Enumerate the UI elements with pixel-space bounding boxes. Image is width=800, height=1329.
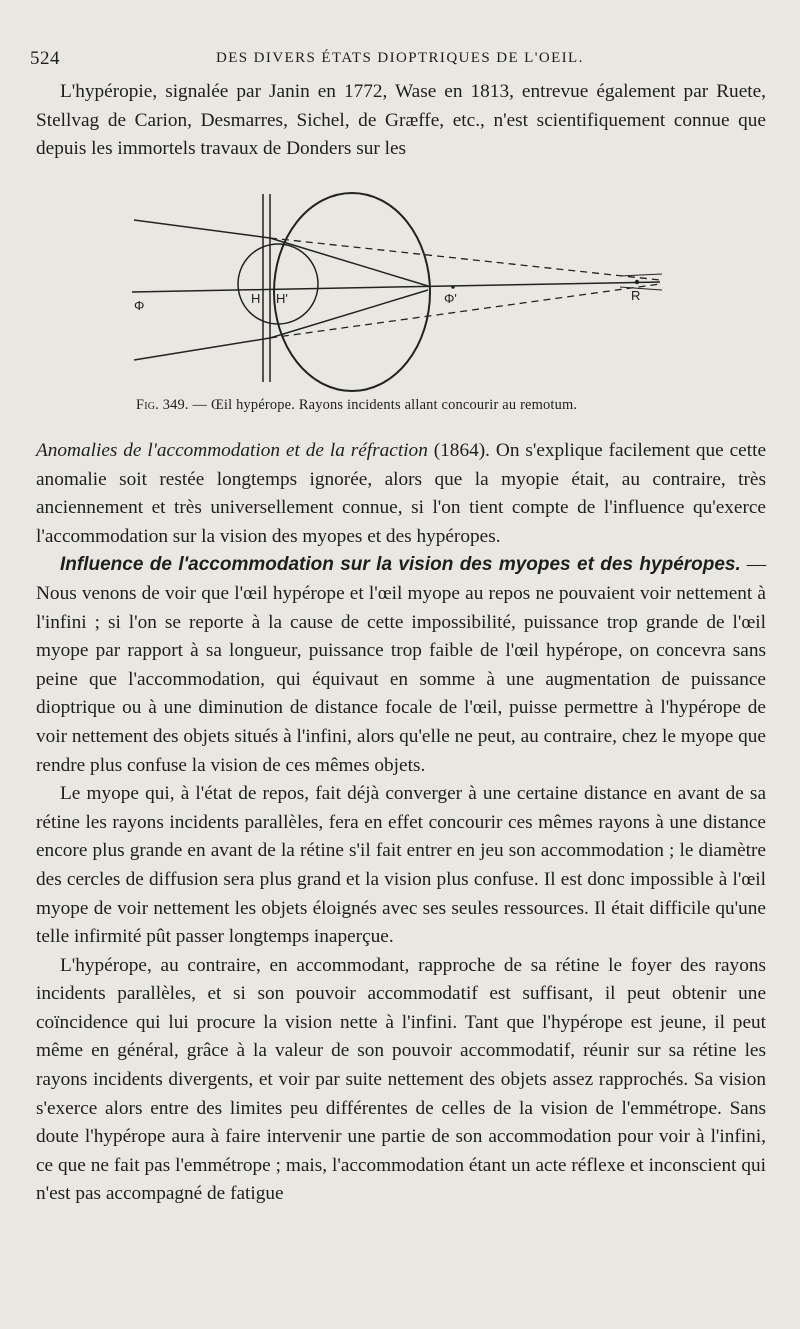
page-number: 524 bbox=[30, 48, 60, 69]
remotum-point bbox=[635, 280, 639, 284]
remotum-ray-1 bbox=[620, 274, 662, 276]
label-phi-left: Φ bbox=[134, 298, 145, 313]
section-anomalies-heading: Anomalies de l'accommodation et de la réfraction bbox=[36, 440, 428, 461]
label-r: R bbox=[631, 288, 641, 303]
dashed-ray-upper bbox=[270, 238, 660, 280]
section-anomalies-year: (1864). bbox=[433, 440, 490, 461]
dashed-ray-lower bbox=[270, 284, 660, 338]
section-anomalies-text: On s'explique facilement que cette anomalie soit restée longtemps ignorée, alors que la myopie était, au contraire, très anciennement et très universellement connue, si l'on tient compte de l'influence qu'exerce l'accommodation sur la vision des myopes et des hypéropes. bbox=[36, 440, 766, 547]
figure-349-diagram bbox=[110, 186, 690, 392]
paragraph-hyperope: L'hypérope, au contraire, en accommodant, rapproche de sa rétine le foyer des rayons incidents parallèles, et si son pouvoir accommodatif est suffisant, il peut obtenir une coïncidence qui lui procure la vision nette à l'infini. Tant que l'hypérope est jeune, il peut même en général, grâce à la valeur de son pouvoir accommodatif, réunir sur sa rétine les rayons incidents divergents, et voir par suite nettement des objets assez rapprochés. Sa vision s'exerce alors entre des limites peu différentes de celles de la vision de l'emmétrope. Sans doute l'hypérope aura à faire intervenir une partie de son accommodation pour voir à l'infini, ce que ne fait pas l'emmétrope ; mais, l'accommodation étant un acte réflexe et inconscient qui n'est pas accompagné de fatigue bbox=[36, 954, 766, 1205]
section-influence-text: — Nous venons de voir que l'œil hypérope et l'œil myope au repos ne pouvaient voir nettement à l'infini ; si l'on se reporte à la cause de cette impossibilité, puissance trop grande de l'œil myope par rapport à sa longueur, puissance trop faible de l'œil hypérope, on concevra sans peine que l'accommodation, qui équivaut en somme à une augmentation de puissance dioptrique ou à une diminution de distance focale de l'œil, puisse permettre à l'hypérope de voir nettement des objets situés à l'infini, alors qu'elle ne peut, au contraire, chez le myope que rendre plus confuse la vision de ces mêmes objets. bbox=[36, 554, 766, 776]
paragraph-myope: Le myope qui, à l'état de repos, fait déjà converger à une certaine distance en avant de sa rétine les rayons incidents parallèles, fera en effet concourir ces mêmes rayons à une distance encore plus grande en avant de la rétine s'il fait entrer en jeu son accommodation ; le diamètre des cercles de diffusion sera plus grand et la vision plus confuse. Il est donc impossible à l'œil myope de voir nettement les objets éloignés avec ses seules ressources. Il était difficile qu'une telle infirmité pût passer longtemps inaperçue. bbox=[36, 783, 766, 948]
intro-paragraph bbox=[36, 78, 766, 164]
incident-ray-lower bbox=[134, 338, 270, 360]
figure-caption bbox=[136, 397, 756, 414]
label-phi-prime: Φ' bbox=[444, 291, 457, 306]
label-h: H bbox=[251, 291, 261, 306]
page-header bbox=[30, 46, 770, 74]
section-influence-heading: Influence de l'accommodation sur la vision des myopes et des hypéropes. bbox=[60, 554, 741, 576]
caption-label: Fig. 349. — bbox=[136, 397, 208, 413]
eye-circle bbox=[274, 193, 430, 391]
main-text bbox=[36, 437, 766, 1209]
caption-text: Œil hypérope. Rayons incidents allant concourir au remotum. bbox=[210, 397, 578, 413]
focal-point-marker bbox=[451, 285, 455, 289]
section-influence bbox=[36, 551, 766, 780]
remotum-ray-2 bbox=[620, 287, 662, 290]
optical-axis bbox=[132, 282, 660, 292]
incident-ray-upper bbox=[134, 220, 270, 238]
lens-circle bbox=[238, 244, 318, 324]
running-title: DES DIVERS ÉTATS DIOPTRIQUES DE L'OEIL. bbox=[216, 50, 584, 66]
refracted-ray-upper bbox=[270, 238, 428, 286]
label-h-prime: H' bbox=[276, 291, 288, 306]
intro-text: L'hypéropie, signalée par Janin en 1772, Wase en 1813, entrevue également par Ruete, Stellvag de Carion, Desmarres, Sichel, de Græffe, etc., n'est scientifiquement connue que depuis les immortels travaux de Donders sur les bbox=[36, 81, 766, 160]
section-anomalies bbox=[36, 437, 766, 551]
refracted-ray-lower bbox=[270, 290, 428, 338]
